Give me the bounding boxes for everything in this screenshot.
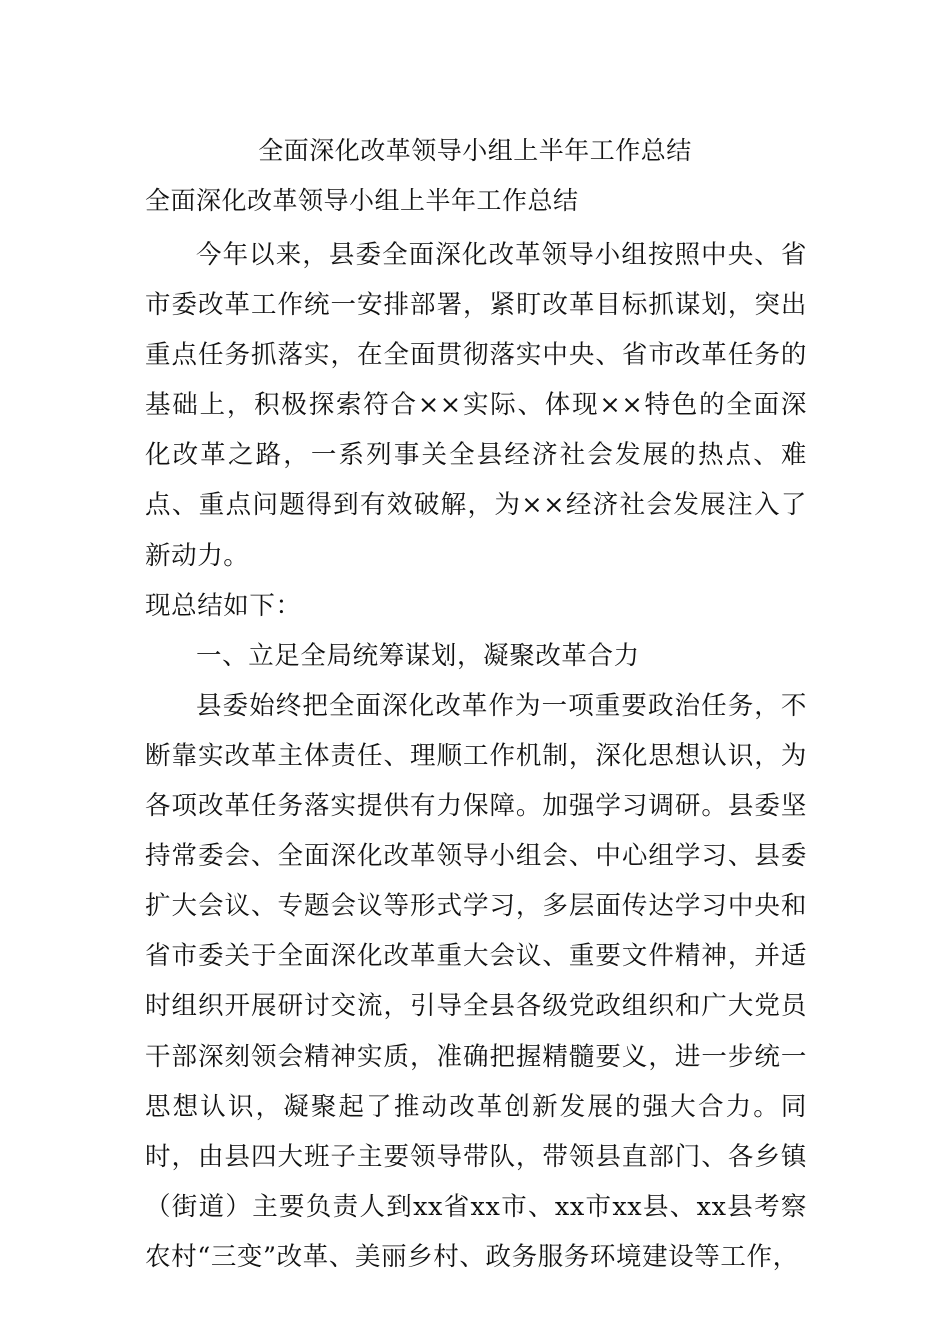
- document-title: 全面深化改革领导小组上半年工作总结: [258, 136, 692, 165]
- document-subtitle: 全面深化改革领导小组上半年工作总结: [145, 186, 579, 215]
- section-heading-1: 一、立足全局统筹谋划，凝聚改革合力: [196, 640, 640, 671]
- paragraph-intro: 今年以来，县委全面深化改革领导小组按照中央、省市委改革工作统一安排部署，紧盯改革目标抓谋划，突出重点任务抓落实，在全面贯彻落实中央、省市改革任务的基础上，积极探索符合××实际、体现××特色的全面深化改革之路，一系列事关全县经济社会发展的热点、难点、重点问题得到有效破解，为××经济社会发展注入了新动力。: [145, 240, 807, 571]
- document-body: [145, 230, 807, 1282]
- paragraph-summary-lead: 现总结如下：: [145, 590, 302, 621]
- paragraph-section-1: 县委始终把全面深化改革作为一项重要政治任务，不断靠实改革主体责任、理顺工作机制，深化思想认识，为各项改革任务落实提供有力保障。加强学习调研。县委坚持常委会、全面深化改革领导小组会、中心组学习、县委扩大会议、专题会议等形式学习，多层面传达学习中央和省市委关于全面深化改革重大会议、重要文件精神，并适时组织开展研讨交流，引导全县各级党政组织和广大党员干部深刻领会精神实质，准确把握精髓要义，进一步统一思想认识，凝聚起了推动改革创新发展的强大合力。同时，由县四大班子主要领导带队，带领县直部门、各乡镇（街道）主要负责人到xx省xx市、xx市xx县、xx县考察农村“三变”改革、美丽乡村、政务服务环境建设等工作，: [145, 690, 807, 1272]
